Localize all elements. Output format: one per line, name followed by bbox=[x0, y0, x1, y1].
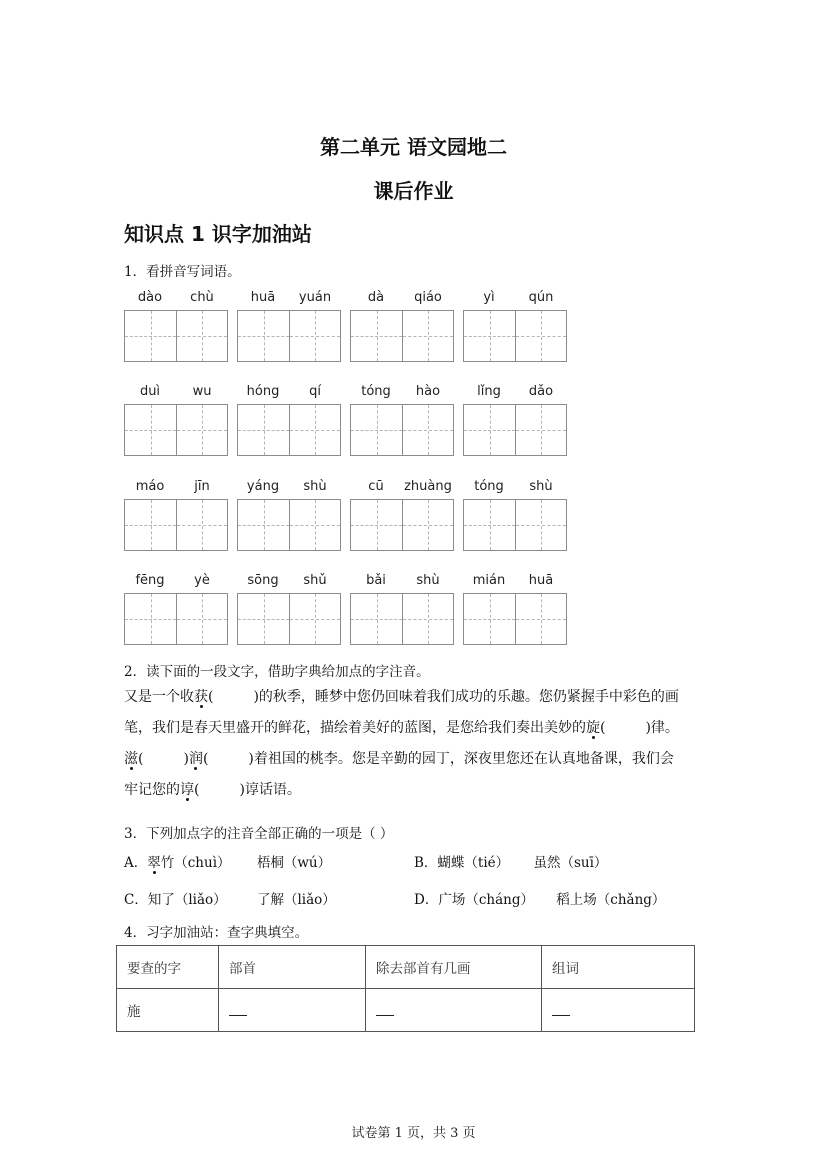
guide-line-horizontal bbox=[403, 336, 453, 337]
paren-open: ( bbox=[138, 751, 144, 767]
header-cell: 要查的字 bbox=[117, 946, 219, 989]
guide-line-horizontal bbox=[516, 525, 566, 526]
option-label: B． bbox=[414, 855, 438, 871]
writing-cell[interactable] bbox=[289, 311, 340, 361]
pinyin-label: hóng bbox=[246, 384, 280, 399]
guide-line-horizontal bbox=[177, 430, 227, 431]
answer-blank[interactable] bbox=[229, 1015, 247, 1016]
writing-box bbox=[463, 499, 567, 551]
pinyin-label: yì bbox=[483, 290, 495, 305]
writing-cell[interactable] bbox=[289, 500, 340, 550]
option-label: A． bbox=[124, 855, 148, 871]
text: 牢记您的 bbox=[124, 782, 180, 798]
guide-line-horizontal bbox=[351, 619, 402, 620]
writing-box bbox=[124, 499, 228, 551]
pinyin-label: wu bbox=[192, 384, 212, 399]
writing-cell[interactable] bbox=[351, 405, 402, 455]
guide-line-horizontal bbox=[464, 430, 515, 431]
pinyin-row bbox=[124, 573, 584, 653]
pinyin-label: qún bbox=[528, 290, 554, 305]
pinyin-row bbox=[124, 290, 584, 370]
question-3-prompt: 3．下列加点字的注音全部正确的一项是（ ） bbox=[124, 826, 394, 842]
option-word: 广场（cháng） bbox=[438, 892, 534, 908]
writing-box bbox=[463, 404, 567, 456]
writing-cell[interactable] bbox=[176, 594, 227, 644]
guide-line-horizontal bbox=[290, 525, 340, 526]
passage-line bbox=[124, 713, 704, 744]
pinyin-label: huā bbox=[528, 573, 554, 588]
guide-line-horizontal bbox=[516, 336, 566, 337]
writing-box bbox=[350, 310, 454, 362]
pinyin-label: shù bbox=[416, 573, 440, 588]
option-label: D． bbox=[414, 892, 439, 908]
header-cell: 组词 bbox=[542, 946, 695, 989]
dotted-char: 谆 bbox=[180, 782, 194, 798]
guide-line-horizontal bbox=[177, 619, 227, 620]
guide-line-horizontal bbox=[516, 619, 566, 620]
writing-box bbox=[463, 310, 567, 362]
guide-line-horizontal bbox=[177, 336, 227, 337]
writing-cell[interactable] bbox=[289, 405, 340, 455]
option-word: 梧桐（wú） bbox=[256, 855, 332, 871]
writing-box bbox=[124, 593, 228, 645]
writing-cell[interactable] bbox=[464, 594, 515, 644]
text: )律。 bbox=[645, 720, 679, 736]
guide-line-horizontal bbox=[516, 430, 566, 431]
guide-line-horizontal bbox=[125, 619, 176, 620]
pinyin-label: sōng bbox=[247, 573, 279, 588]
dotted-char: 润 bbox=[188, 751, 203, 767]
table-row bbox=[117, 989, 695, 1032]
writing-box bbox=[350, 404, 454, 456]
document-subtitle: 课后作业 bbox=[373, 179, 454, 203]
guide-line-horizontal bbox=[464, 336, 515, 337]
writing-cell[interactable] bbox=[125, 500, 176, 550]
writing-cell[interactable] bbox=[125, 311, 176, 361]
writing-box bbox=[237, 310, 341, 362]
writing-cell[interactable] bbox=[515, 594, 566, 644]
question-4-prompt: 4．习字加油站：查字典填空。 bbox=[124, 925, 309, 941]
paren-open: ( bbox=[600, 720, 606, 736]
pinyin-label: bǎi bbox=[366, 573, 386, 588]
guide-line-horizontal bbox=[177, 525, 227, 526]
guide-line-horizontal bbox=[238, 525, 289, 526]
option-a[interactable] bbox=[124, 851, 331, 871]
pinyin-label: tóng bbox=[474, 479, 504, 494]
pinyin-label: fēng bbox=[135, 573, 165, 588]
guide-line-horizontal bbox=[351, 525, 402, 526]
pinyin-label: jīn bbox=[194, 479, 210, 494]
guide-line-horizontal bbox=[238, 619, 289, 620]
writing-cell[interactable] bbox=[351, 311, 402, 361]
query-char-cell: 施 bbox=[117, 989, 219, 1032]
pinyin-label: dào bbox=[137, 290, 163, 305]
writing-cell[interactable] bbox=[464, 500, 515, 550]
guide-line-horizontal bbox=[125, 525, 176, 526]
guide-line-horizontal bbox=[290, 430, 340, 431]
paren-close: ) bbox=[183, 751, 189, 767]
pinyin-label: duì bbox=[139, 384, 161, 399]
writing-box bbox=[350, 593, 454, 645]
option-word: 虽然（suī） bbox=[533, 855, 608, 871]
pinyin-label: chù bbox=[190, 290, 214, 305]
guide-line-horizontal bbox=[403, 619, 453, 620]
guide-line-horizontal bbox=[403, 525, 453, 526]
answer-blank[interactable] bbox=[376, 1015, 394, 1016]
pinyin-label: dǎo bbox=[528, 384, 554, 399]
passage-line bbox=[124, 744, 704, 775]
writing-box bbox=[237, 593, 341, 645]
option-label: C． bbox=[124, 892, 148, 908]
pinyin-label: mián bbox=[472, 573, 506, 588]
passage-line bbox=[124, 682, 704, 713]
pinyin-label: qí bbox=[309, 384, 321, 399]
writing-cell[interactable] bbox=[238, 500, 289, 550]
pinyin-label: zhuàng bbox=[404, 479, 452, 494]
guide-line-horizontal bbox=[125, 336, 176, 337]
question-1-prompt: 1．看拼音写词语。 bbox=[124, 264, 241, 280]
writing-cell[interactable] bbox=[289, 594, 340, 644]
writing-box bbox=[237, 404, 341, 456]
pinyin-label: shù bbox=[303, 479, 327, 494]
pinyin-label: yè bbox=[194, 573, 210, 588]
option-word: 竹（chuì） bbox=[160, 855, 231, 871]
paren-open: ( bbox=[208, 689, 214, 705]
section-heading: 知识点 1 识字加油站 bbox=[124, 222, 312, 246]
header-cell: 除去部首有几画 bbox=[366, 946, 542, 989]
guide-line-horizontal bbox=[464, 619, 515, 620]
text: 又是一个收 bbox=[124, 689, 194, 705]
option-word: 了解（liǎo） bbox=[256, 892, 336, 908]
writing-box bbox=[350, 499, 454, 551]
pinyin-label: shǔ bbox=[303, 573, 327, 588]
table-header-row bbox=[117, 946, 695, 989]
pinyin-label: dà bbox=[367, 290, 385, 305]
writing-cell[interactable] bbox=[238, 311, 289, 361]
pinyin-row bbox=[124, 384, 584, 464]
writing-cell[interactable] bbox=[402, 500, 453, 550]
option-b[interactable] bbox=[414, 851, 607, 871]
pinyin-label: yuán bbox=[298, 290, 332, 305]
guide-line-horizontal bbox=[464, 525, 515, 526]
text: )的秋季，睡梦中您仍回味着我们成功的乐趣。您仍紧握手中彩色的画 bbox=[253, 689, 679, 705]
writing-cell[interactable] bbox=[176, 500, 227, 550]
writing-box bbox=[124, 310, 228, 362]
dotted-char: 获 bbox=[194, 689, 208, 705]
guide-line-horizontal bbox=[351, 430, 402, 431]
option-word: 稻上场（chǎng） bbox=[556, 892, 666, 908]
pinyin-label: hào bbox=[415, 384, 441, 399]
writing-cell[interactable] bbox=[125, 594, 176, 644]
writing-cell[interactable] bbox=[351, 500, 402, 550]
guide-line-horizontal bbox=[238, 336, 289, 337]
question-2-passage bbox=[124, 682, 704, 806]
writing-cell[interactable] bbox=[238, 405, 289, 455]
header-cell: 部首 bbox=[219, 946, 366, 989]
text: )谆话语。 bbox=[239, 782, 301, 798]
text: )着祖国的桃李。您是辛勤的园丁，深夜里您还在认真地备课，我们会 bbox=[248, 751, 674, 767]
pinyin-label: qiáo bbox=[414, 290, 442, 305]
option-c[interactable] bbox=[124, 888, 336, 908]
dotted-char: 旋 bbox=[586, 720, 600, 736]
word-answer-cell[interactable] bbox=[542, 989, 695, 1032]
guide-line-horizontal bbox=[125, 430, 176, 431]
writing-cell[interactable] bbox=[125, 405, 176, 455]
pinyin-label: cū bbox=[368, 479, 384, 494]
answer-blank[interactable] bbox=[552, 1015, 570, 1016]
dictionary-table bbox=[116, 945, 695, 1032]
writing-cell[interactable] bbox=[515, 311, 566, 361]
dotted-char: 翠 bbox=[147, 855, 161, 871]
passage-line bbox=[124, 775, 704, 806]
writing-cell[interactable] bbox=[402, 594, 453, 644]
document-title: 第二单元 语文园地二 bbox=[320, 135, 507, 159]
guide-line-horizontal bbox=[290, 619, 340, 620]
writing-box bbox=[124, 404, 228, 456]
writing-cell[interactable] bbox=[176, 311, 227, 361]
pinyin-label: tóng bbox=[361, 384, 391, 399]
text: 笔，我们是春天里盛开的鲜花，描绘着美好的蓝图，是您给我们奏出美妙的 bbox=[124, 720, 586, 736]
radical-answer-cell[interactable] bbox=[219, 989, 366, 1032]
writing-cell[interactable] bbox=[515, 500, 566, 550]
writing-box bbox=[237, 499, 341, 551]
writing-cell[interactable] bbox=[464, 405, 515, 455]
guide-line-horizontal bbox=[403, 430, 453, 431]
option-word: 蝴蝶（tié） bbox=[437, 855, 510, 871]
writing-cell[interactable] bbox=[515, 405, 566, 455]
page-footer: 试卷第 1 页，共 3 页 bbox=[351, 1126, 476, 1141]
guide-line-horizontal bbox=[238, 430, 289, 431]
pinyin-row bbox=[124, 479, 584, 559]
pinyin-label: huā bbox=[250, 290, 276, 305]
paren-open: ( bbox=[194, 782, 200, 798]
paren-open: ( bbox=[202, 751, 209, 767]
pinyin-label: shù bbox=[529, 479, 553, 494]
pinyin-label: lǐng bbox=[477, 384, 501, 399]
stroke-count-answer-cell[interactable] bbox=[366, 989, 542, 1032]
pinyin-label: máo bbox=[135, 479, 165, 494]
writing-cell[interactable] bbox=[402, 405, 453, 455]
writing-cell[interactable] bbox=[238, 594, 289, 644]
writing-cell[interactable] bbox=[176, 405, 227, 455]
writing-box bbox=[463, 593, 567, 645]
option-word: 知了（liǎo） bbox=[147, 892, 227, 908]
guide-line-horizontal bbox=[290, 336, 340, 337]
option-d[interactable] bbox=[414, 888, 665, 908]
dotted-char: 滋 bbox=[124, 751, 138, 767]
writing-cell[interactable] bbox=[402, 311, 453, 361]
writing-cell[interactable] bbox=[464, 311, 515, 361]
pinyin-label: yáng bbox=[246, 479, 280, 494]
guide-line-horizontal bbox=[351, 336, 402, 337]
writing-cell[interactable] bbox=[351, 594, 402, 644]
question-2-prompt: 2．读下面的一段文字，借助字典给加点的字注音。 bbox=[124, 664, 430, 680]
